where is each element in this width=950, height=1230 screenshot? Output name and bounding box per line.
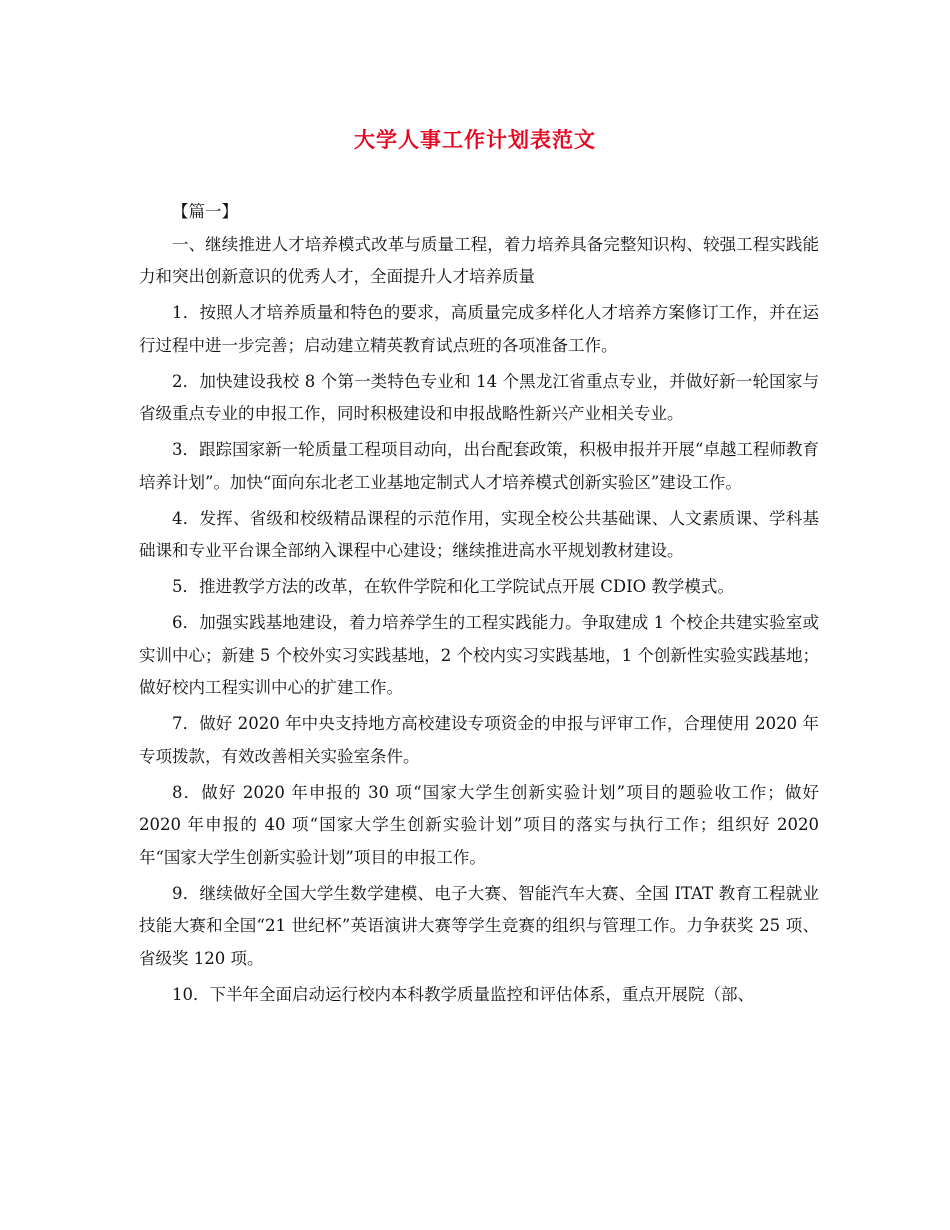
paragraph: 2．加快建设我校 8 个第一类特色专业和 14 个黑龙江省重点专业，并做好新一轮国家与省级重点专业的申报工作，同时积极建设和申报战略性新兴产业相关专业。 [139,371,819,423]
paragraph: 10．下半年全面启动运行校内本科教学质量监控和评估体系，重点开展院（部、 [172,984,754,1004]
paragraph: 1．按照人才培养质量和特色的要求，高质量完成多样化人才培养方案修订工作，并在运行过程中进一步完善；启动建立精英教育试点班的各项准备工作。 [139,303,819,355]
paragraph: 3．跟踪国家新一轮质量工程项目动向，出台配套政策，积极申报并开展“卓越工程师教育培养计划”。加快“面向东北老工业基地定制式人才培养模式创新实验区”建设工作。 [139,440,819,492]
section-label: 【篇一】 [172,202,238,221]
document-body [139,196,819,1015]
paragraph: 8．做好 2020 年申报的 30 项“国家大学生创新实验计划”项目的题验收工作；做好 2020 年申报的 40 项“国家大学生创新实验计划”项目的落实与执行工作；组织好 2020 年“国家大学生创新实验计划”项目的申报工作。 [139,782,819,867]
paragraph: 一、继续推进人才培养模式改革与质量工程，着力培养具备完整知识构、较强工程实践能力和突出创新意识的优秀人才，全面提升人才培养质量 [139,234,819,286]
paragraph: 4．发挥、省级和校级精品课程的示范作用，实现全校公共基础课、人文素质课、学科基础课和专业平台课全部纳入课程中心建设；继续推进高水平规划教材建设。 [139,508,819,560]
paragraph: 7．做好 2020 年中央支持地方高校建设专项资金的申报与评审工作，合理使用 2020 年专项拨款，有效改善相关实验室条件。 [139,714,819,766]
document-title: 大学人事工作计划表范文 [354,128,596,152]
paragraph: 5．推进教学方法的改革，在软件学院和化工学院试点开展 CDIO 教学模式。 [172,577,734,596]
paragraph: 6．加强实践基地建设，着力培养学生的工程实践能力。争取建成 1 个校企共建实验室或实训中心；新建 5 个校外实习实践基地，2 个校内实习实践基地，1 个创新性实验实践基地；做好校内工程实训中心的扩建工作。 [139,613,819,697]
paragraph: 9．继续做好全国大学生数学建模、电子大赛、智能汽车大赛、全国 ITAT 教育工程就业技能大赛和全国“21 世纪杯”英语演讲大赛等学生竞赛的组织与管理工作。力争获奖 25 项、省级奖 120 项。 [139,883,819,968]
